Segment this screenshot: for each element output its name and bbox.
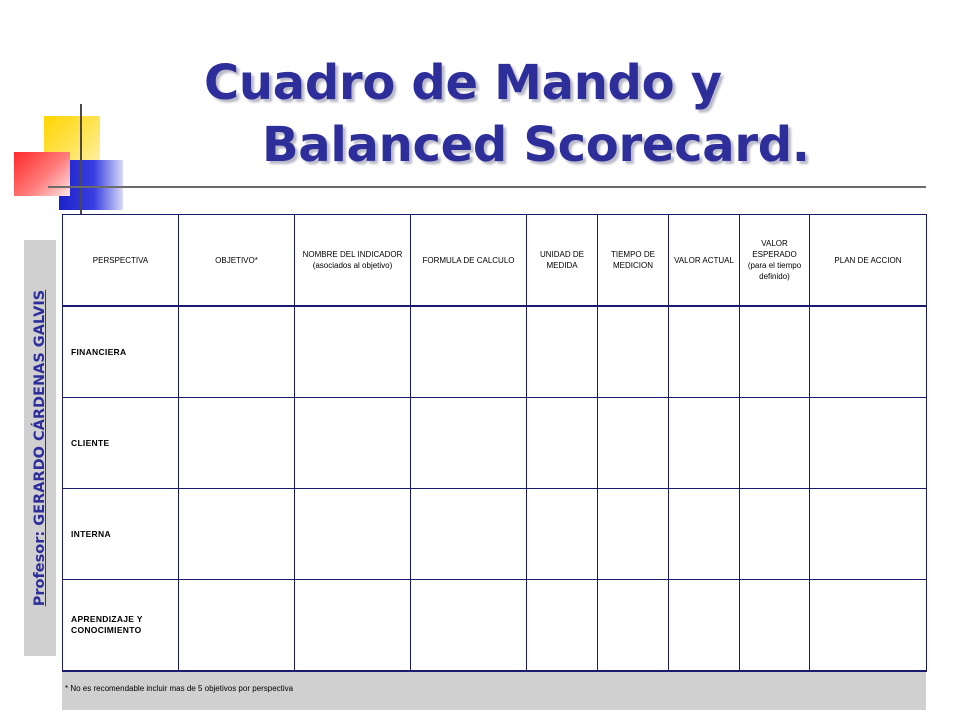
table-row [63, 580, 927, 672]
header-valor-actual: VALOR ACTUAL [669, 215, 740, 307]
table-cell [669, 398, 740, 489]
header-nombre-indicador: NOMBRE DEL INDICADOR (asociados al objetivo) [295, 215, 411, 307]
professor-name: Profesor: GERARDO CÁRDENAS GALVIS [32, 289, 48, 607]
row-label-cliente: CLIENTE [63, 398, 179, 489]
row-label-aprendizaje: APRENDIZAJE Y CONOCIMIENTO [63, 580, 179, 672]
table-cell [740, 580, 810, 672]
table-cell [527, 398, 598, 489]
vertical-rule [80, 104, 82, 214]
header-formula: FORMULA DE CALCULO [411, 215, 527, 307]
table-cell [411, 306, 527, 398]
table-cell [179, 580, 295, 672]
professor-side-label [24, 240, 56, 656]
table-cell [810, 489, 927, 580]
table-row [63, 398, 927, 489]
scorecard-table-wrapper [62, 214, 926, 710]
table-cell [598, 398, 669, 489]
row-label-financiera: FINANCIERA [63, 306, 179, 398]
table-cell [295, 580, 411, 672]
table-header-row [63, 215, 927, 307]
table-cell [411, 398, 527, 489]
table-row [63, 489, 927, 580]
table-cell [179, 306, 295, 398]
table-row [63, 306, 927, 398]
page-title [204, 52, 810, 176]
table-cell [295, 306, 411, 398]
table-cell [598, 306, 669, 398]
table-cell [669, 580, 740, 672]
table-cell [598, 489, 669, 580]
title-line-1: Cuadro de Mando y [204, 55, 722, 111]
table-cell [740, 489, 810, 580]
table-cell [179, 489, 295, 580]
table-cell [527, 489, 598, 580]
table-cell [669, 306, 740, 398]
table-cell [295, 398, 411, 489]
table-cell [527, 306, 598, 398]
header-plan-accion: PLAN DE ACCION [810, 215, 927, 307]
table-cell [179, 398, 295, 489]
horizontal-rule [48, 186, 926, 188]
header-tiempo: TIEMPO DE MEDICION [598, 215, 669, 307]
table-cell [295, 489, 411, 580]
title-line-2: Balanced Scorecard. [262, 117, 810, 173]
table-cell [411, 580, 527, 672]
table-cell [740, 306, 810, 398]
table-cell [669, 489, 740, 580]
row-label-interna: INTERNA [63, 489, 179, 580]
table-cell [810, 306, 927, 398]
red-square [14, 152, 70, 196]
header-unidad: UNIDAD DE MEDIDA [527, 215, 598, 307]
table-cell [598, 580, 669, 672]
header-valor-esperado: VALOR ESPERADO (para el tiempo definido) [740, 215, 810, 307]
header-perspectiva: PERSPECTIVA [63, 215, 179, 307]
table-cell [411, 489, 527, 580]
table-cell [810, 398, 927, 489]
scorecard-table [62, 214, 927, 672]
table-cell [527, 580, 598, 672]
table-footnote: * No es recomendable incluir mas de 5 objetivos por perspectiva [62, 672, 926, 710]
decorative-logo [0, 0, 150, 230]
table-cell [810, 580, 927, 672]
table-cell [740, 398, 810, 489]
header-objetivo: OBJETIVO* [179, 215, 295, 307]
